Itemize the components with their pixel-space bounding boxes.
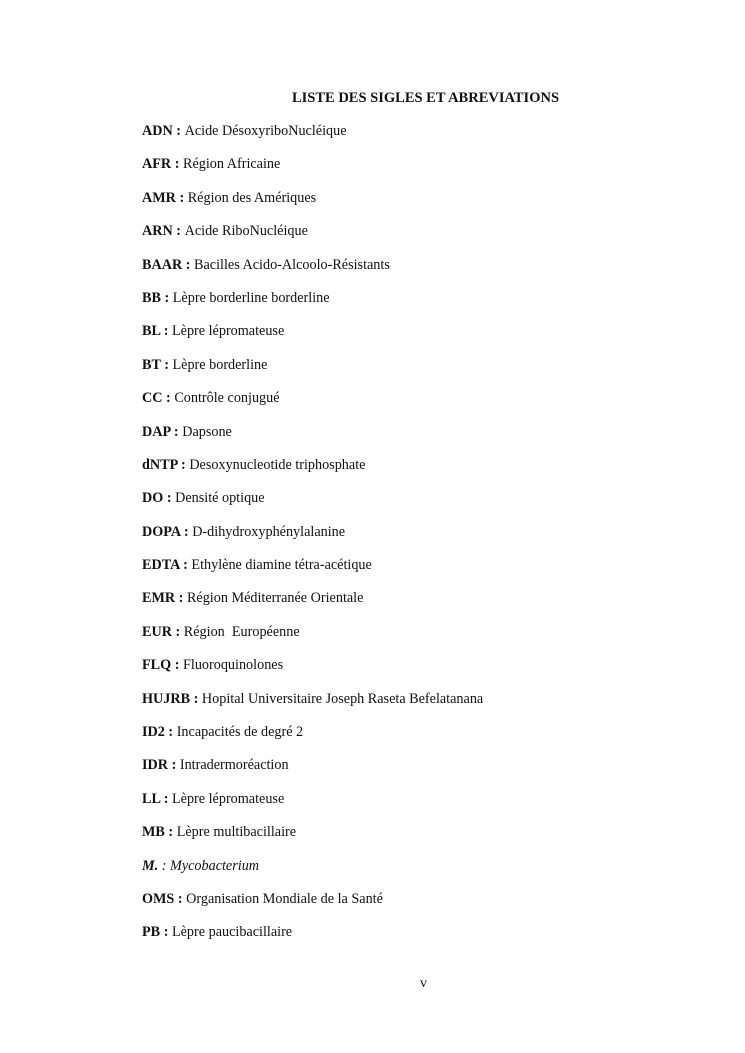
abbreviation-entry — [142, 923, 483, 956]
abbreviation-entry — [142, 656, 483, 689]
abbreviation-definition: Incapacités de degré 2 — [176, 724, 304, 741]
abbreviation-separator: : — [164, 824, 177, 841]
abbreviation-entry — [142, 256, 483, 289]
abbreviation-separator: : — [163, 490, 176, 507]
abbreviation-separator: : — [160, 790, 172, 807]
abbreviation-definition: Dapsone — [182, 423, 232, 440]
abbreviation-definition: Densité optique — [175, 490, 265, 507]
abbreviation-separator: : — [160, 924, 172, 941]
abbreviation-term: BL — [142, 323, 161, 340]
abbreviation-definition: Acide DésoxyriboNucléique — [184, 123, 347, 139]
abbreviation-separator: : — [168, 757, 180, 774]
abbreviation-entry — [142, 356, 483, 389]
abbreviation-entry — [142, 189, 483, 222]
abbreviation-term: M. — [142, 857, 159, 874]
abbreviation-entry — [142, 756, 483, 789]
abbreviation-separator: : — [160, 323, 172, 340]
abbreviation-term: LL — [142, 790, 161, 807]
abbreviation-separator: : — [158, 857, 170, 874]
abbreviation-entry — [142, 890, 483, 923]
abbreviation-separator: : — [175, 590, 187, 607]
abbreviation-separator: : — [160, 289, 173, 306]
abbreviation-definition: Région Africaine — [183, 156, 281, 173]
abbreviation-entry — [142, 623, 483, 656]
abbreviation-definition: Lèpre multibacillaire — [176, 824, 297, 841]
abbreviation-definition: Hopital Universitaire Joseph Raseta Befelatanana — [201, 690, 484, 707]
abbreviation-term: BB — [142, 289, 161, 306]
abbreviation-definition: Région des Amériques — [187, 189, 317, 206]
abbreviation-term: IDR — [142, 757, 169, 774]
abbreviation-separator: : — [162, 390, 175, 407]
abbreviation-entry — [142, 690, 483, 723]
abbreviation-entry — [142, 389, 483, 422]
abbreviation-entry — [142, 790, 483, 823]
abbreviation-separator: : — [172, 123, 185, 139]
abbreviation-definition: Fluoroquinolones — [183, 657, 284, 674]
abbreviation-definition: Lèpre paucibacillaire — [171, 924, 293, 941]
abbreviation-entry — [142, 289, 483, 322]
abbreviation-definition: Contrôle conjugué — [174, 390, 280, 407]
abbreviation-term: AMR — [142, 189, 176, 206]
abbreviation-separator: : — [190, 690, 202, 707]
abbreviation-term: CC — [142, 390, 163, 407]
abbreviation-definition: Lèpre lépromateuse — [171, 790, 285, 807]
abbreviation-entry — [142, 589, 483, 622]
abbreviation-list — [142, 122, 483, 957]
abbreviation-separator: : — [160, 356, 173, 373]
abbreviation-entry — [142, 456, 483, 489]
abbreviation-separator: : — [171, 623, 184, 640]
abbreviation-separator: : — [172, 223, 185, 240]
abbreviation-entry — [142, 155, 483, 188]
abbreviation-term: EDTA — [142, 557, 180, 574]
abbreviation-definition: Intradermoréaction — [179, 757, 289, 774]
abbreviation-term: ARN — [142, 223, 173, 240]
abbreviation-definition: Région Méditerranée Orientale — [186, 590, 364, 607]
abbreviation-entry — [142, 857, 483, 890]
abbreviation-separator: : — [174, 890, 187, 907]
abbreviation-term: FLQ — [142, 657, 172, 674]
abbreviation-separator: : — [182, 256, 195, 273]
abbreviation-term: MB — [142, 824, 165, 841]
abbreviation-separator: : — [177, 456, 190, 473]
abbreviation-term: DOPA — [142, 523, 181, 540]
abbreviation-term: BT — [142, 356, 161, 373]
abbreviation-definition: D-dihydroxyphénylalanine — [192, 523, 346, 540]
abbreviation-entry — [142, 523, 483, 556]
abbreviation-separator: : — [164, 724, 177, 741]
abbreviation-term: PB — [142, 924, 161, 941]
abbreviation-definition: Desoxynucleotide triphosphate — [189, 456, 366, 473]
abbreviation-entry — [142, 423, 483, 456]
abbreviation-term: AFR — [142, 156, 172, 173]
abbreviation-definition: Acide RiboNucléique — [184, 223, 308, 240]
abbreviation-term: OMS — [142, 890, 175, 907]
abbreviation-term: EUR — [142, 623, 172, 640]
abbreviation-definition: Lèpre lépromateuse — [171, 323, 285, 340]
abbreviation-separator: : — [171, 156, 183, 173]
abbreviation-definition: Ethylène diamine tétra-acétique — [191, 557, 372, 574]
abbreviation-definition: Lèpre borderline borderline — [172, 289, 330, 306]
abbreviation-term: dNTP — [142, 456, 178, 473]
abbreviation-definition: Mycobacterium — [170, 857, 260, 874]
abbreviation-definition: Organisation Mondiale de la Santé — [186, 890, 383, 907]
abbreviation-term: DAP — [142, 423, 171, 440]
abbreviation-separator: : — [179, 557, 192, 574]
abbreviation-entry — [142, 222, 483, 255]
abbreviation-term: ID2 — [142, 724, 165, 741]
abbreviation-term: DO — [142, 490, 164, 507]
abbreviation-term: HUJRB — [142, 690, 191, 707]
abbreviation-term: EMR — [142, 590, 176, 607]
abbreviation-separator: : — [175, 189, 188, 206]
page-title: LISTE DES SIGLES ET ABREVIATIONS — [291, 90, 560, 106]
abbreviation-entry — [142, 322, 483, 355]
abbreviation-entry — [142, 489, 483, 522]
abbreviation-entry — [142, 723, 483, 756]
page-number: v — [420, 976, 427, 991]
abbreviation-separator: : — [171, 657, 183, 674]
abbreviation-entry — [142, 823, 483, 856]
abbreviation-definition: Bacilles Acido-Alcoolo-Résistants — [194, 256, 390, 273]
abbreviation-separator: : — [180, 523, 193, 540]
abbreviation-term: BAAR — [142, 256, 183, 273]
abbreviation-term: ADN — [142, 123, 173, 139]
abbreviation-entry — [142, 122, 483, 155]
abbreviation-entry — [142, 556, 483, 589]
abbreviation-definition: Région Européenne — [183, 623, 300, 640]
abbreviation-definition: Lèpre borderline — [172, 356, 268, 373]
abbreviation-separator: : — [170, 423, 183, 440]
